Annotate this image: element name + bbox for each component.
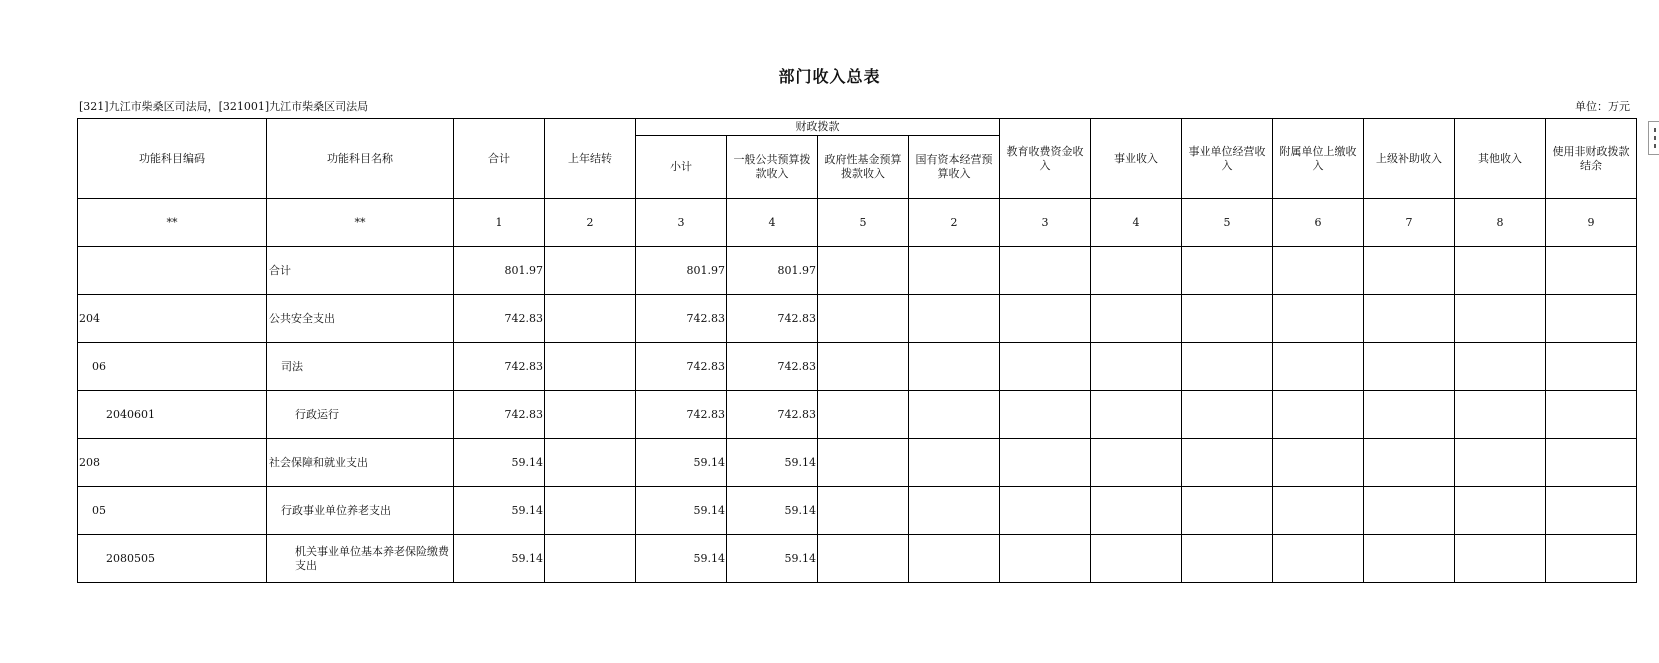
index-row (78, 199, 1637, 247)
index-cell: 7 (1364, 199, 1455, 247)
cell-empty (1000, 487, 1091, 535)
cell-empty (1273, 295, 1364, 343)
cell-general-budget: 801.97 (727, 247, 818, 295)
cell-name: 机关事业单位基本养老保险缴费支出 (267, 535, 454, 583)
cell-general-budget: 742.83 (727, 391, 818, 439)
cell-empty (818, 487, 909, 535)
cell-empty (1273, 343, 1364, 391)
cell-total: 59.14 (454, 439, 545, 487)
cell-general-budget: 59.14 (727, 487, 818, 535)
index-cell: 9 (1546, 199, 1637, 247)
cell-carryover (545, 295, 636, 343)
cell-general-budget: 59.14 (727, 535, 818, 583)
report-title: 部门收入总表 (778, 67, 881, 86)
cell-empty (1455, 247, 1546, 295)
header-subtotal: 小计 (636, 136, 727, 199)
cell-empty (909, 391, 1000, 439)
index-cell: 3 (1000, 199, 1091, 247)
cell-general-budget: 742.83 (727, 295, 818, 343)
cell-empty (1000, 247, 1091, 295)
cell-subtotal: 59.14 (636, 439, 727, 487)
cell-empty (1000, 439, 1091, 487)
cell-empty (1182, 391, 1273, 439)
cell-total: 742.83 (454, 391, 545, 439)
cell-empty (1182, 295, 1273, 343)
table-row (78, 343, 1637, 391)
cell-empty (1364, 295, 1455, 343)
cell-subtotal: 801.97 (636, 247, 727, 295)
index-cell: 2 (545, 199, 636, 247)
cell-carryover (545, 391, 636, 439)
header-name: 功能科目名称 (267, 119, 454, 199)
cell-empty (1000, 535, 1091, 583)
header-superior-subsidy: 上级补助收入 (1364, 119, 1455, 199)
cell-code: 204 (78, 295, 267, 343)
cell-code: 208 (78, 439, 267, 487)
cell-empty (1273, 391, 1364, 439)
index-cell: 5 (818, 199, 909, 247)
header-carryover: 上年结转 (545, 119, 636, 199)
cell-carryover (545, 535, 636, 583)
cell-empty (1546, 487, 1637, 535)
cell-empty (1000, 343, 1091, 391)
cell-empty (1091, 439, 1182, 487)
cell-empty (1182, 343, 1273, 391)
cell-empty (1273, 439, 1364, 487)
cell-empty (1091, 247, 1182, 295)
cell-code: 06 (78, 343, 267, 391)
header-operating-income: 事业单位经营收入 (1182, 119, 1273, 199)
header-total: 合计 (454, 119, 545, 199)
cell-empty (1455, 295, 1546, 343)
table-row (78, 247, 1637, 295)
table-row (78, 535, 1637, 583)
cell-empty (818, 535, 909, 583)
cell-empty (1455, 487, 1546, 535)
cell-empty (818, 247, 909, 295)
cell-empty (1000, 391, 1091, 439)
cell-empty (818, 295, 909, 343)
header-non-fiscal-balance: 使用非财政拨款结余 (1546, 119, 1637, 199)
cell-carryover (545, 247, 636, 295)
table-row (78, 439, 1637, 487)
index-cell: ** (78, 199, 267, 247)
index-cell: 5 (1182, 199, 1273, 247)
cell-total: 59.14 (454, 535, 545, 583)
cell-empty (1364, 391, 1455, 439)
cell-empty (909, 439, 1000, 487)
cell-empty (909, 487, 1000, 535)
cell-empty (909, 343, 1000, 391)
cell-empty (909, 295, 1000, 343)
index-cell: 2 (909, 199, 1000, 247)
table-row (78, 295, 1637, 343)
header-other-income: 其他收入 (1455, 119, 1546, 199)
index-cell: 8 (1455, 199, 1546, 247)
cell-empty (818, 343, 909, 391)
cell-empty (1182, 535, 1273, 583)
cell-empty (909, 535, 1000, 583)
cell-code: 05 (78, 487, 267, 535)
cell-total: 59.14 (454, 487, 545, 535)
cell-name: 司法 (267, 343, 454, 391)
cell-empty (1182, 439, 1273, 487)
cell-empty (1455, 391, 1546, 439)
cell-empty (1546, 343, 1637, 391)
cell-subtotal: 742.83 (636, 391, 727, 439)
header-affiliated-income: 附属单位上缴收入 (1273, 119, 1364, 199)
cell-code: 2080505 (78, 535, 267, 583)
cell-empty (1273, 535, 1364, 583)
cell-code (78, 247, 267, 295)
cell-name: 行政运行 (267, 391, 454, 439)
header-business-income: 事业收入 (1091, 119, 1182, 199)
cell-empty (1364, 487, 1455, 535)
header-code: 功能科目编码 (78, 119, 267, 199)
cell-carryover (545, 439, 636, 487)
cell-empty (1364, 535, 1455, 583)
cell-empty (1455, 343, 1546, 391)
cell-name: 合计 (267, 247, 454, 295)
cell-empty (1091, 487, 1182, 535)
cell-empty (1546, 439, 1637, 487)
cell-empty (1182, 247, 1273, 295)
header-state-capital: 国有资本经营预算收入 (909, 136, 1000, 199)
cell-total: 742.83 (454, 295, 545, 343)
cell-empty (909, 247, 1000, 295)
header-general-budget: 一般公共预算拨款收入 (727, 136, 818, 199)
cell-empty (1000, 295, 1091, 343)
cell-empty (1273, 247, 1364, 295)
cell-empty (818, 391, 909, 439)
index-cell: 6 (1273, 199, 1364, 247)
cell-general-budget: 59.14 (727, 439, 818, 487)
cell-empty (1364, 247, 1455, 295)
cell-empty (1091, 535, 1182, 583)
cell-empty (1182, 487, 1273, 535)
header-fiscal-group: 财政拨款 (636, 119, 1000, 136)
cell-empty (1273, 487, 1364, 535)
cell-empty (1455, 535, 1546, 583)
cell-name: 社会保障和就业支出 (267, 439, 454, 487)
cell-carryover (545, 343, 636, 391)
cell-empty (1091, 295, 1182, 343)
cell-empty (1091, 391, 1182, 439)
index-cell: 4 (1091, 199, 1182, 247)
cell-subtotal: 59.14 (636, 535, 727, 583)
index-cell: 1 (454, 199, 545, 247)
cell-empty (1091, 343, 1182, 391)
table-row (78, 391, 1637, 439)
cell-subtotal: 742.83 (636, 343, 727, 391)
cell-subtotal: 742.83 (636, 295, 727, 343)
cell-general-budget: 742.83 (727, 343, 818, 391)
index-cell: 4 (727, 199, 818, 247)
cell-total: 742.83 (454, 343, 545, 391)
cell-empty (1546, 247, 1637, 295)
income-summary-table (77, 118, 1637, 583)
cell-empty (1546, 535, 1637, 583)
cell-empty (1546, 295, 1637, 343)
header-edu-fee: 教育收费资金收入 (1000, 119, 1091, 199)
cell-total: 801.97 (454, 247, 545, 295)
index-cell: 3 (636, 199, 727, 247)
cell-empty (1364, 439, 1455, 487)
cell-empty (818, 439, 909, 487)
org-line: [321]九江市柴桑区司法局，[321001]九江市柴桑区司法局 (79, 100, 369, 113)
cell-subtotal: 59.14 (636, 487, 727, 535)
table-row (78, 487, 1637, 535)
header-gov-fund: 政府性基金预算拨款收入 (818, 136, 909, 199)
scroll-handle-icon[interactable] (1648, 121, 1659, 155)
cell-carryover (545, 487, 636, 535)
cell-empty (1364, 343, 1455, 391)
cell-code: 2040601 (78, 391, 267, 439)
cell-name: 行政事业单位养老支出 (267, 487, 454, 535)
index-cell: ** (267, 199, 454, 247)
unit-label: 单位：万元 (1575, 100, 1630, 113)
cell-name: 公共安全支出 (267, 295, 454, 343)
cell-empty (1455, 439, 1546, 487)
cell-empty (1546, 391, 1637, 439)
